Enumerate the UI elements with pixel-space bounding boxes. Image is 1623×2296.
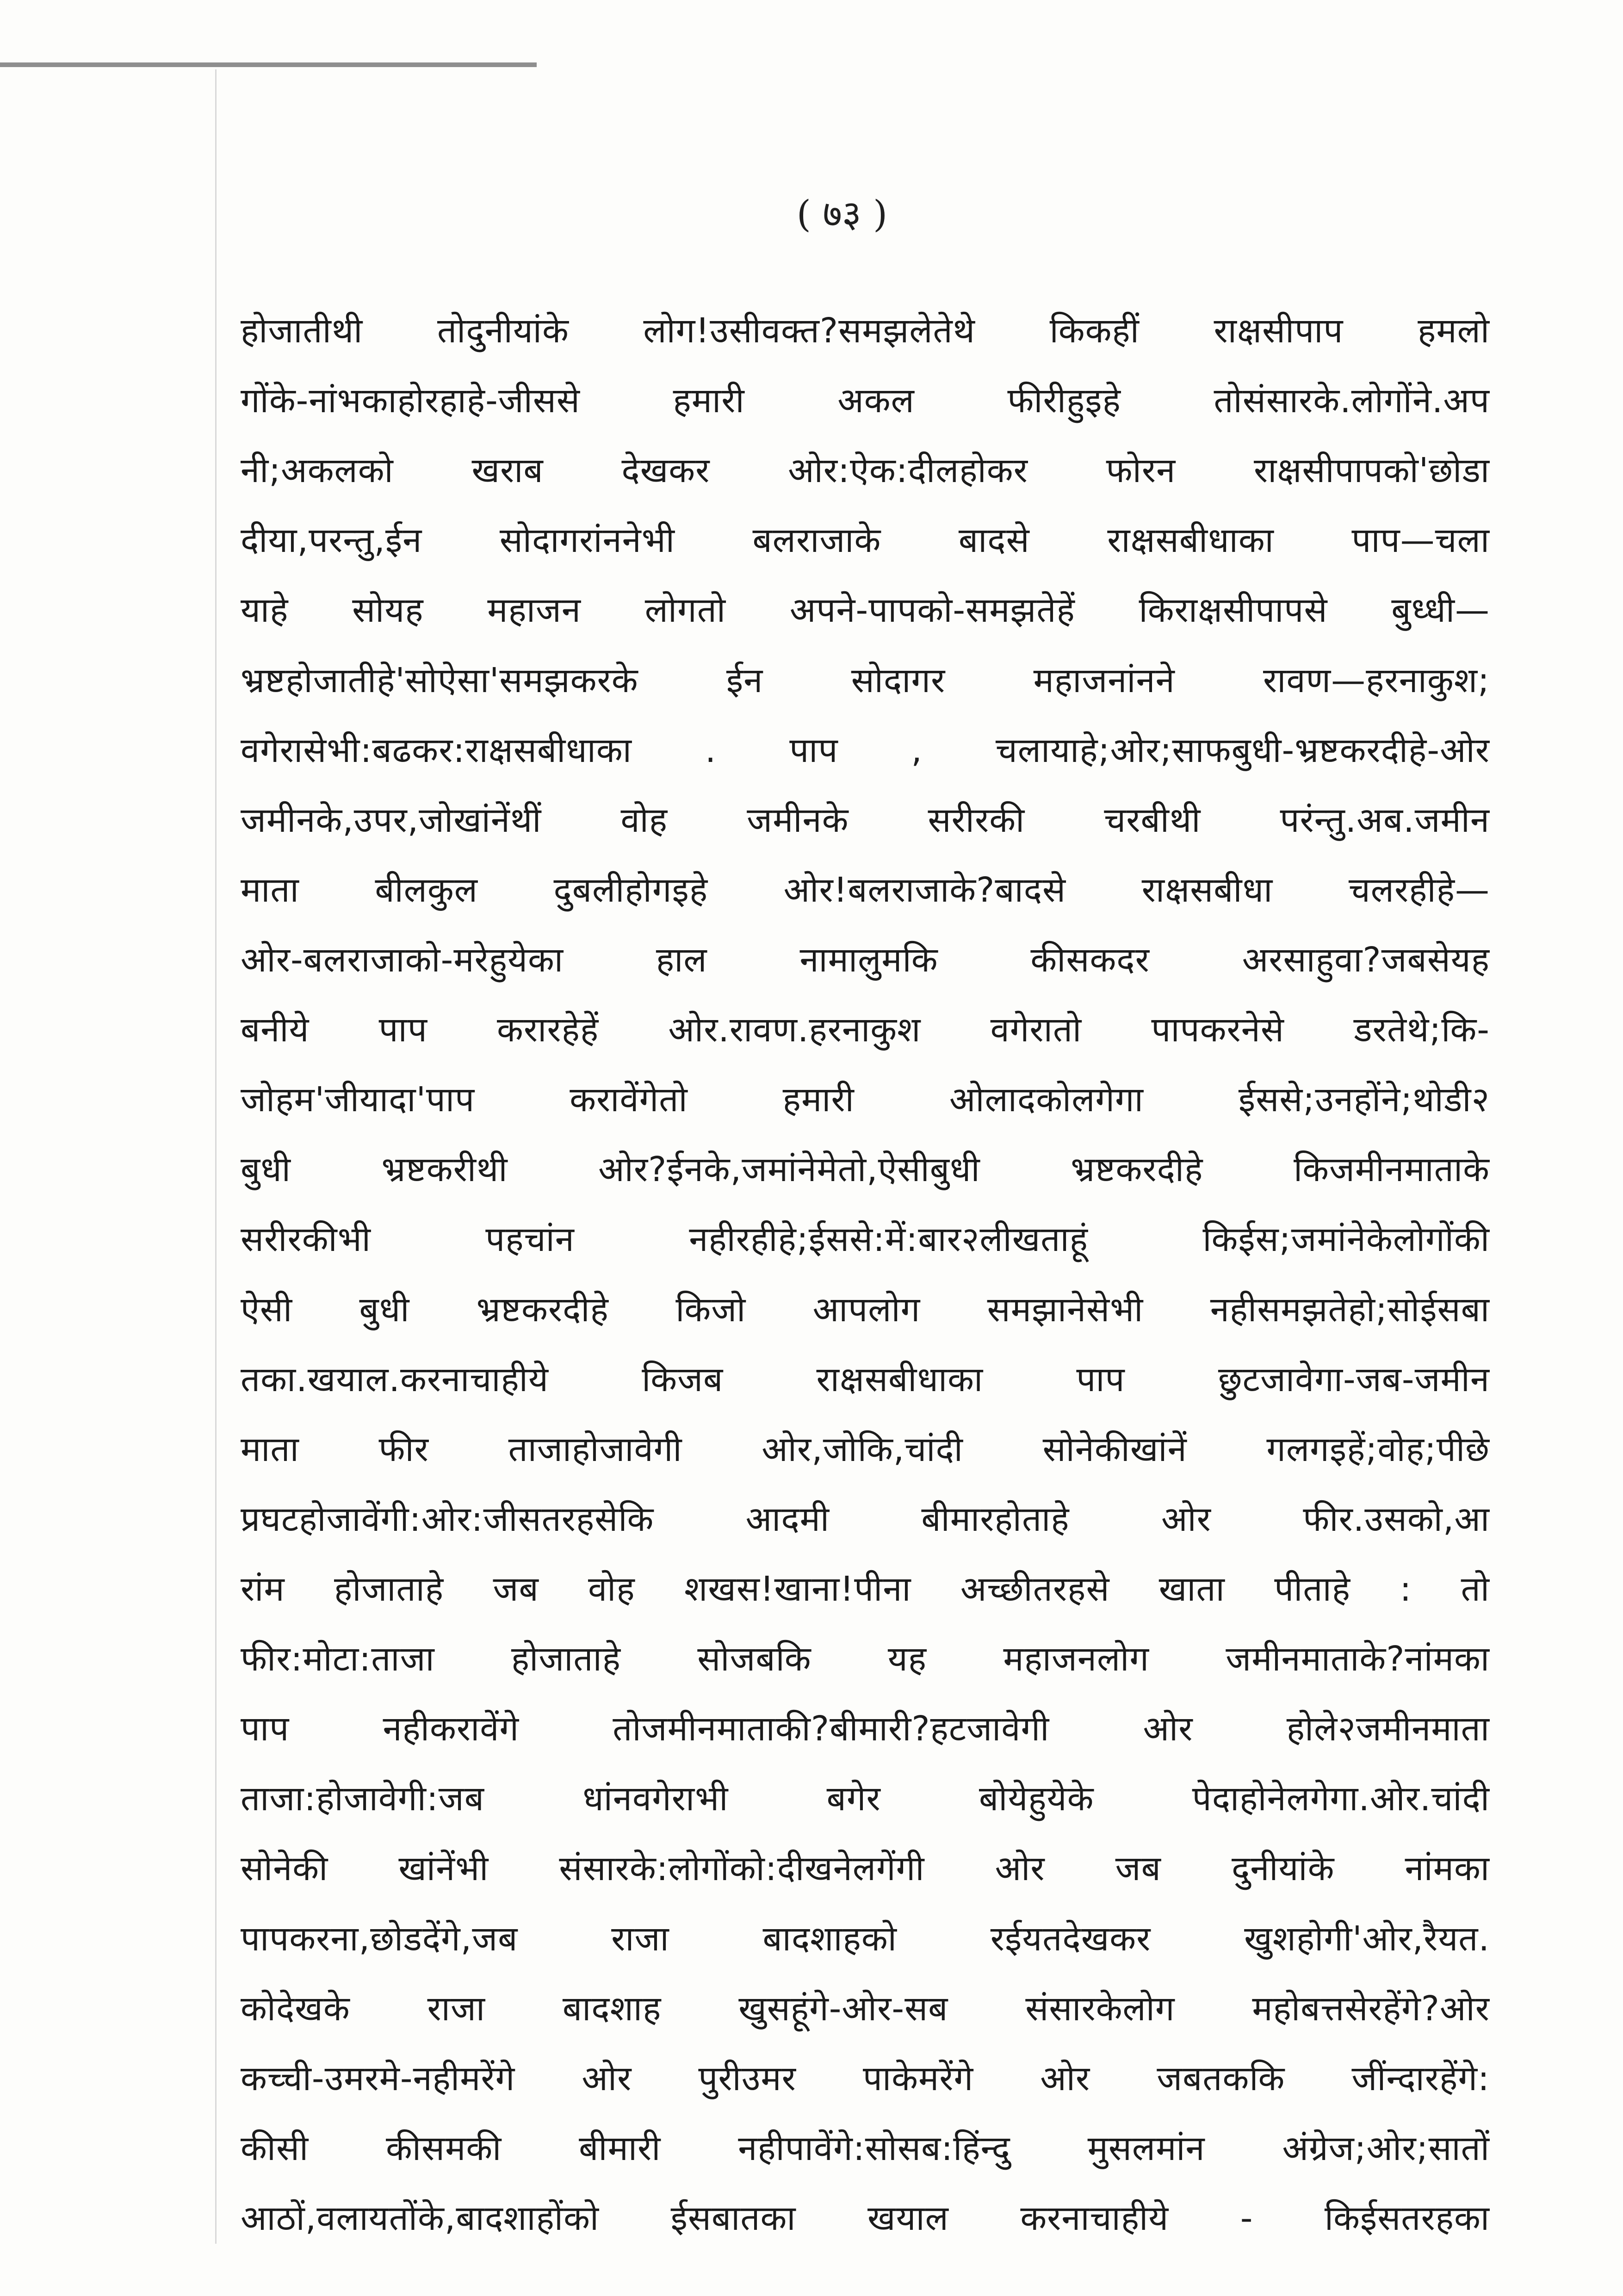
text-line-10: ओर-बलराजाको-मरेहुयेका हाल नामालुमकि कीसकदर अरसाहुवा?जबसेयह	[241, 940, 1490, 980]
text-line-12: जोहम'जीयादा'पाप करावेंगेतो हमारी ओलादकोलगेगा ईससे;उनहोंने;थोडी२	[241, 1080, 1490, 1120]
text-line-24: पापकरना,छोडदेंगे,जब राजा बादशाहको रईयतदेखकर खुशहोगी'ओर,रैयत.	[241, 1918, 1490, 1959]
text-line-5: याहे सोयह महाजन लोगतो अपने-पापको-समझतेहें किराक्षसीपापसे बुध्धी—	[241, 590, 1490, 631]
text-line-7: वगेरासेभी:बढकर:राक्षसबीधाका . पाप , चलायाहे;ओर;साफबुधी-भ्रष्टकरदीहे-ओर	[241, 730, 1490, 770]
text-line-22: ताजा:होजावेगी:जब धांनवगेराभी बगेर बोयेहुयेके पेदाहोनेलगेगा.ओर.चांदी	[241, 1779, 1490, 1819]
text-line-1: होजातीथी तोदुनीयांके लोग!उसीवक्त?समझलेतेथे किकहीं राक्षसीपाप हमलो	[241, 311, 1490, 351]
text-line-28: आठों,वलायतोंके,बादशाहोंको ईसबातका खयाल करनाचाहीये - किईसतरहका	[241, 2198, 1490, 2238]
text-line-14: सरीरकीभी पहचांन नहीरहीहे;ईससे:में:बार२लीखताहूं किईस;जमांनेकेलोगोंकी	[241, 1219, 1490, 1260]
text-line-26: कच्ची-उमरमे-नहीमरेंगे ओर पुरीउमर पाकेमरेंगे ओर जबतककि जींन्दारहेंगे:	[241, 2058, 1490, 2098]
text-line-17: माता फीर ताजाहोजावेगी ओर,जोकि,चांदी सोनेकीखांनें गलगइहें;वोह;पीछे	[241, 1429, 1490, 1469]
top-edge-rule	[0, 62, 537, 67]
text-line-11: बनीये पाप करारहेहें ओर.रावण.हरनाकुश वगेरातो पापकरनेसे डरतेथे;कि-	[241, 1010, 1490, 1050]
text-line-9: माता बीलकुल दुबलीहोगइहे ओर!बलराजाके?बादसे राक्षसबीधा चलरहीहे—	[241, 870, 1490, 910]
body-text	[241, 308, 1490, 2241]
text-line-23: सोनेकी खांनेंभी संसारके:लोगोंको:दीखनेलगेंगी ओर जब दुनीयांके नांमका	[241, 1849, 1490, 1889]
text-line-8: जमीनके,उपर,जोखांनेंथीं वोह जमीनके सरीरकी चरबीथी परंन्तु.अब.जमीन	[241, 800, 1490, 840]
text-line-18: प्रघटहोजावेंगी:ओर:जीसतरहसेकि आदमी बीमारहोताहे ओर फीर.उसको,आ	[241, 1499, 1490, 1539]
text-line-6: भ्रष्टहोजातीहे'सोऐसा'समझकरके ईन सोदागर महाजनांनने रावण—हरनाकुश;	[241, 660, 1490, 700]
text-line-2: गोंके-नांभकाहोरहाहे-जीससे हमारी अकल फीरीहुइहे तोसंसारके.लोगोंने.अप	[241, 381, 1490, 421]
text-line-19: रांम होजाताहे जब वोह शखस!खाना!पीना अच्छीतरहसे खाता पीताहे : तो	[241, 1569, 1490, 1609]
text-line-20: फीर:मोटा:ताजा होजाताहे सोजबकि यह महाजनलोग जमीनमाताके?नांमका	[241, 1639, 1490, 1679]
text-line-3: नी;अकलको खराब देखकर ओर:ऐक:दीलहोकर फोरन राक्षसीपापको'छोडा	[241, 451, 1490, 491]
text-line-4: दीया,परन्तु,ईन सोदागरांननेभी बलराजाके बादसे राक्षसबीधाका पाप—चला	[241, 520, 1490, 561]
text-line-27: कीसी कीसमकी बीमारी नहीपावेंगे:सोसब:हिंन्दु मुसलमांन अंग्रेज;ओर;सातों	[241, 2128, 1490, 2168]
text-line-13: बुधी भ्रष्टकरीथी ओर?ईनके,जमांनेमेतो,ऐसीबुधी भ्रष्टकरदीहे किजमीनमाताके	[241, 1150, 1490, 1190]
text-line-25: कोदेखके राजा बादशाह खुसहूंगे-ओर-सब संसारकेलोग महोबत्तसेरहेंगे?ओर	[241, 1988, 1490, 2029]
text-line-21: पाप नहीकरावेंगे तोजमीनमाताकी?बीमारी?हटजावेगी ओर होले२जमीनमाता	[241, 1709, 1490, 1749]
binding-margin-line	[215, 69, 217, 2244]
text-line-16: तका.खयाल.करनाचाहीये किजब राक्षसबीधाका पाप छुटजावेगा-जब-जमीन	[241, 1359, 1490, 1399]
page-number: ( ७३ )	[796, 192, 888, 235]
text-line-15: ऐसी बुधी भ्रष्टकरदीहे किजो आपलोग समझानेसेभी नहीसमझतेहो;सोईसबा	[241, 1289, 1490, 1330]
